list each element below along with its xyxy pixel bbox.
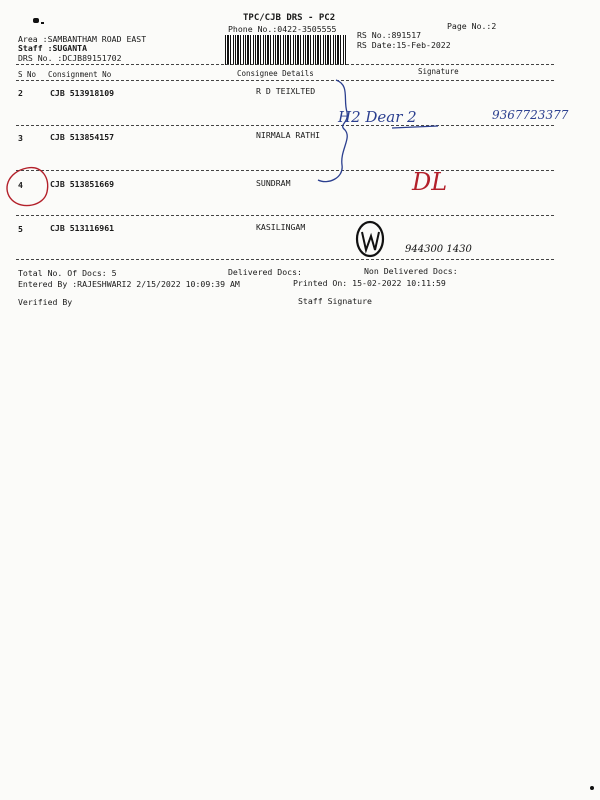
staff-signature-label: Staff Signature: [298, 296, 372, 306]
row-divider: [16, 170, 554, 171]
divider: [16, 80, 554, 81]
row-consignment: CJB 513851669: [50, 179, 115, 189]
brace-mark: [318, 80, 347, 182]
rs-number: RS No.:891517: [357, 30, 422, 40]
signature-oval-mark: [357, 222, 383, 256]
row-consignee: R D TEIXLTED: [256, 86, 316, 96]
staff-label: Staff :SUGANTA: [18, 43, 88, 53]
printed-on: Printed On: 15-02-2022 10:11:59: [293, 278, 446, 288]
divider: [16, 64, 554, 65]
strike-mark: [392, 126, 438, 128]
row-consignment: CJB 513854157: [50, 132, 115, 142]
circle-mark: [7, 168, 48, 206]
row-divider: [16, 259, 554, 260]
row-divider: [16, 125, 554, 126]
col-header-consignment: Consignment No: [48, 70, 112, 79]
total-docs: Total No. Of Docs: 5: [18, 268, 117, 278]
barcode: [225, 35, 347, 65]
signature-scribble-mark: [362, 232, 379, 250]
row-consignment: CJB 513116961: [50, 223, 115, 233]
non-delivered-docs: Non Delivered Docs:: [364, 266, 458, 276]
row-sno: 2: [18, 88, 23, 98]
scan-speck: [41, 22, 44, 24]
row-consignment: CJB 513918109: [50, 88, 115, 98]
handwritten-phone: 9367723377: [492, 108, 569, 122]
document-title: TPC/CJB DRS - PC2: [243, 13, 336, 23]
row-consignee: NIRMALA RATHI: [256, 130, 321, 140]
col-header-signature: Signature: [418, 67, 459, 76]
delivered-docs: Delivered Docs:: [228, 267, 302, 277]
verified-by: Verified By: [18, 297, 73, 307]
area-label: Area :SAMBANTHAM ROAD EAST: [18, 34, 147, 44]
rs-date: RS Date:15-Feb-2022: [357, 40, 451, 50]
row-sno: 4: [18, 180, 23, 190]
col-header-consignee: Consignee Details: [237, 69, 314, 78]
page-number: Page No.:2: [447, 21, 497, 31]
handwritten-note: H2 Dear 2: [338, 108, 417, 126]
scan-speck: [33, 18, 39, 23]
entered-by: Entered By :RAJESHWARI2 2/15/2022 10:09:39 AM: [18, 279, 240, 289]
col-header-sno: S No: [18, 70, 37, 79]
handwritten-phone: 944300 1430: [405, 244, 472, 255]
row-consignee: KASILINGAM: [256, 222, 306, 232]
row-consignee: SUNDRAM: [256, 178, 291, 188]
drs-number: DRS No. :DCJB89151702: [18, 53, 122, 63]
row-sno: 5: [18, 224, 23, 234]
phone-number: Phone No.:0422-3505555: [228, 24, 337, 34]
row-sno: 3: [18, 133, 23, 143]
scan-speck: [590, 786, 594, 790]
row-divider: [16, 215, 554, 216]
handwritten-dl-mark: DL: [412, 168, 448, 196]
